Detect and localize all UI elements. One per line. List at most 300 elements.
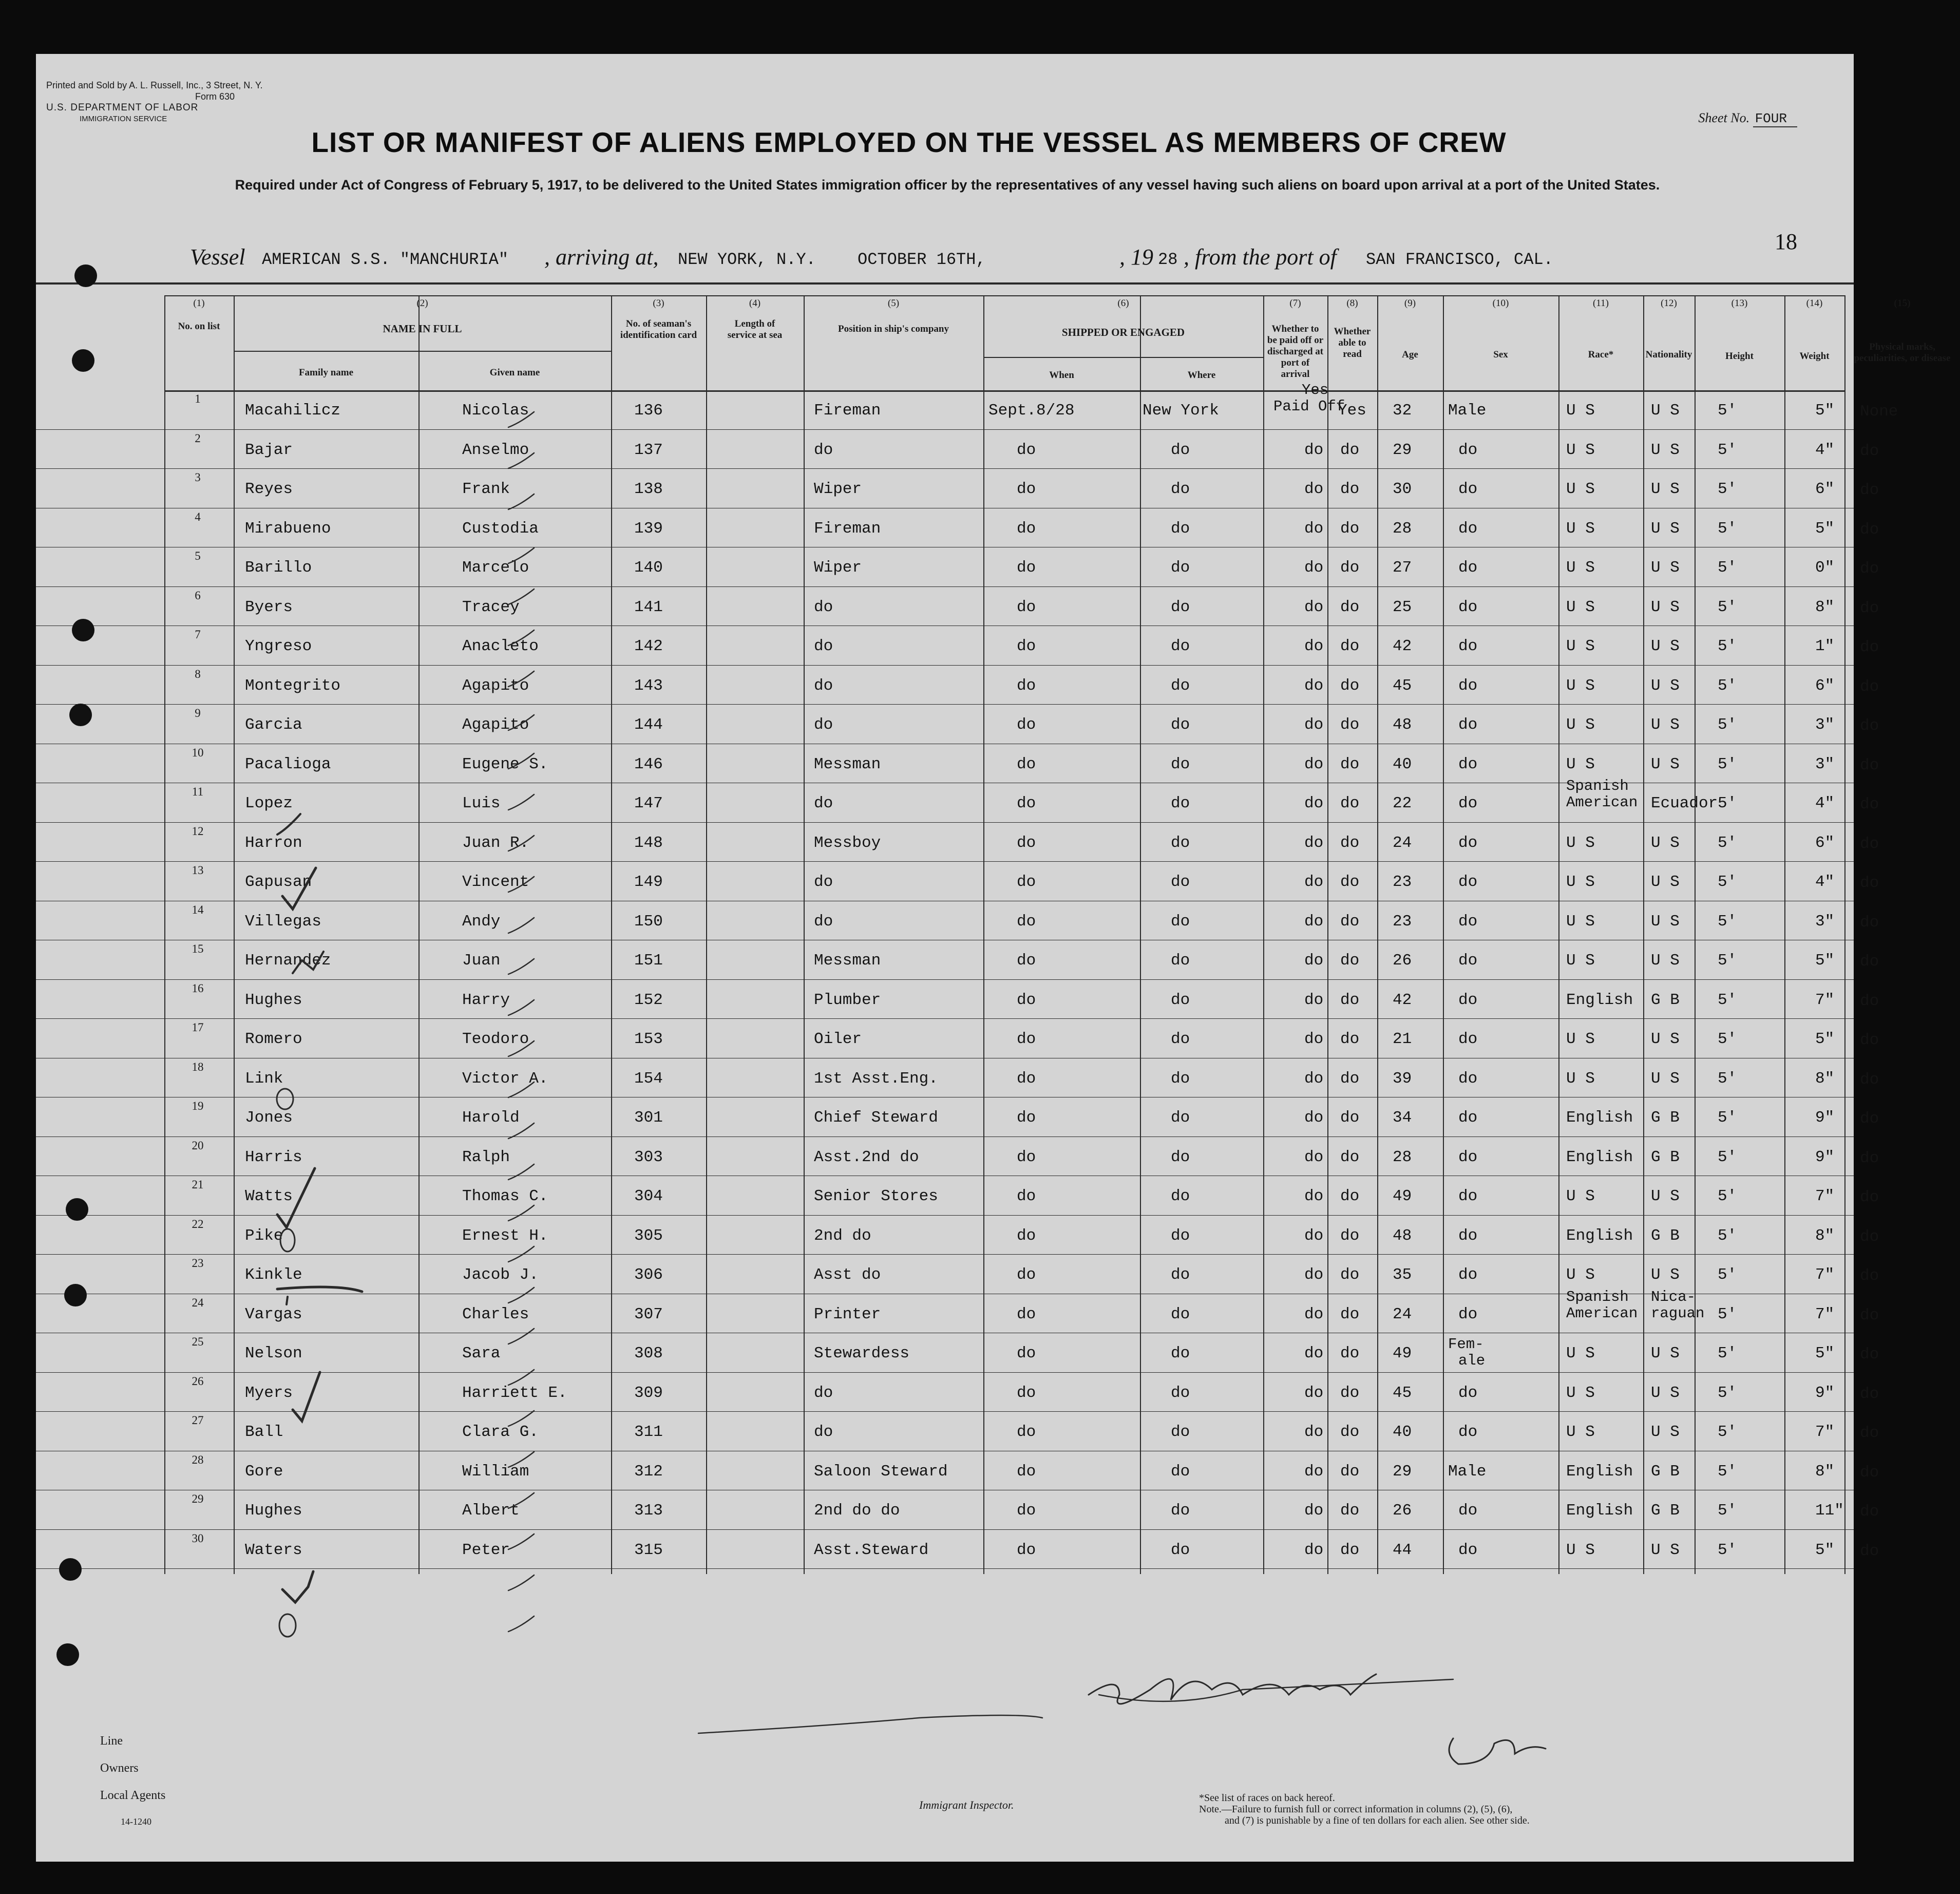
position: Asst.2nd do [814, 1148, 919, 1166]
family-name: Bajar [245, 441, 293, 459]
row-number: 23 [192, 1257, 204, 1270]
sex: do [1458, 1305, 1478, 1323]
row-number: 17 [192, 1021, 204, 1034]
race-footnote: *See list of races on back hereof. [1199, 1792, 1335, 1804]
age: 45 [1393, 676, 1412, 695]
tally-mark [508, 877, 534, 892]
form-number: Form 630 [195, 91, 235, 102]
id-card-number: 136 [634, 402, 663, 420]
able-to-read: do [1340, 952, 1360, 970]
vessel-label: Vessel [190, 244, 245, 270]
physical-marks: do [1860, 560, 1879, 578]
weight: 5" [1815, 1030, 1835, 1048]
paid-off: do [1304, 1226, 1324, 1245]
race: U S [1566, 1069, 1595, 1088]
position: Messman [814, 952, 881, 970]
column-header: (8) [1346, 298, 1358, 309]
weight: 7" [1815, 1305, 1835, 1323]
physical-marks: do [1860, 677, 1879, 696]
circle-mark [280, 1229, 295, 1252]
sheet-number-label: Sheet No. [1698, 110, 1750, 125]
age: 25 [1393, 598, 1412, 616]
family-name: Harron [245, 834, 302, 852]
given-name: Agapito [462, 676, 529, 695]
handwritten-marks [36, 54, 1854, 1862]
nationality: G B [1651, 1462, 1680, 1481]
nationality: U S [1651, 1541, 1680, 1559]
position: do [814, 912, 833, 931]
race: English [1566, 1462, 1633, 1481]
paid-off: do [1304, 1344, 1324, 1362]
position: 2nd do do [814, 1502, 900, 1520]
shipped-when: do [1017, 1384, 1036, 1402]
column-header: Age [1402, 349, 1418, 360]
shipped-when: do [1017, 991, 1036, 1009]
given-name: Custodia [462, 519, 539, 538]
form-code: 14-1240 [121, 1816, 151, 1827]
race: U S [1566, 676, 1595, 695]
tally-mark [508, 794, 534, 810]
tally-mark [508, 1000, 534, 1015]
column-header: (14) [1806, 298, 1823, 309]
race: U S [1566, 519, 1595, 538]
able-to-read: do [1340, 1423, 1360, 1441]
weight: 11" [1815, 1502, 1844, 1520]
column-header: Whether able to read [1334, 326, 1371, 359]
age: 40 [1393, 755, 1412, 773]
id-card-number: 138 [634, 480, 663, 498]
nationality: U S [1651, 1384, 1680, 1402]
family-name: Romero [245, 1030, 302, 1048]
check-mark [282, 1571, 313, 1602]
position: Asst do [814, 1266, 881, 1284]
nationality: U S [1651, 598, 1680, 616]
row-number: 1 [195, 392, 201, 405]
binder-hole [66, 1198, 88, 1221]
nationality: G B [1651, 1502, 1680, 1520]
weight: 0" [1815, 559, 1835, 577]
weight: 7" [1815, 991, 1835, 1009]
id-card-number: 309 [634, 1384, 663, 1402]
age: 21 [1393, 1030, 1412, 1048]
column-header: (3) [653, 298, 664, 309]
family-name: Kinkle [245, 1266, 302, 1284]
age: 32 [1393, 402, 1412, 420]
family-name: Vargas [245, 1305, 302, 1323]
age: 49 [1393, 1344, 1412, 1362]
age: 28 [1393, 519, 1412, 538]
id-card-number: 141 [634, 598, 663, 616]
position: Senior Stores [814, 1187, 938, 1205]
age: 29 [1393, 1462, 1412, 1481]
height: 5' [1718, 991, 1737, 1009]
paid-off: do [1304, 716, 1324, 734]
shipped-when: do [1017, 755, 1036, 773]
race: American [1566, 1304, 1638, 1322]
shipped-where: do [1171, 834, 1190, 852]
physical-marks: do [1860, 874, 1879, 892]
age: 23 [1393, 873, 1412, 891]
height: 5' [1718, 1069, 1737, 1088]
binder-hole [56, 1643, 79, 1666]
given-name: Victor A. [462, 1069, 548, 1088]
physical-marks: do [1860, 1346, 1879, 1363]
column-header: Whether to be paid off or discharged at port of arrival [1267, 324, 1324, 380]
position: Chief Steward [814, 1109, 938, 1127]
age: 24 [1393, 1305, 1412, 1323]
position: do [814, 441, 833, 459]
given-name: Anselmo [462, 441, 529, 459]
shipped-when: do [1017, 912, 1036, 931]
height: 5' [1718, 1226, 1737, 1245]
check-mark [293, 1372, 320, 1421]
able-to-read: do [1340, 637, 1360, 655]
department-name: U.S. DEPARTMENT OF LABOR [46, 102, 199, 113]
given-name: Juan R. [462, 834, 529, 852]
column-header: Length of service at sea [727, 318, 783, 340]
nationality: Nica- [1651, 1288, 1696, 1305]
paid-off: do [1304, 1305, 1324, 1323]
family-name: Ball [245, 1423, 283, 1441]
height: 5' [1718, 1344, 1737, 1362]
age: 39 [1393, 1069, 1412, 1088]
id-card-number: 150 [634, 912, 663, 931]
page-subtitle: Required under Act of Congress of February 5, 1917, to be delivered to the United States immigration officer by the representatives of any vessel having such aliens on board upon arrival at a port of the United States. [235, 177, 1660, 193]
sex: do [1458, 912, 1478, 931]
id-card-number: 147 [634, 794, 663, 812]
binder-hole [69, 704, 92, 726]
position: do [814, 1423, 833, 1441]
physical-marks: do [1860, 1463, 1879, 1482]
from-port: SAN FRANCISCO, CAL. [1366, 250, 1553, 269]
column-header: (15) [1894, 298, 1911, 309]
nationality: G B [1651, 991, 1680, 1009]
race: U S [1566, 755, 1595, 773]
paid-off: do [1304, 952, 1324, 970]
family-name: Hughes [245, 1502, 302, 1520]
nationality: U S [1651, 402, 1680, 420]
position: do [814, 598, 833, 616]
family-name: Hernandez [245, 952, 331, 970]
tally-mark [508, 836, 534, 851]
shipped-when: do [1017, 1148, 1036, 1166]
weight: 6" [1815, 676, 1835, 695]
physical-marks: do [1860, 481, 1879, 499]
given-name: Tracey [462, 598, 520, 616]
able-to-read: do [1340, 1541, 1360, 1559]
shipped-where: do [1171, 1030, 1190, 1048]
tally-mark [508, 630, 534, 646]
id-card-number: 146 [634, 755, 663, 773]
tally-mark [508, 1041, 534, 1056]
weight: 5" [1815, 519, 1835, 538]
shipped-where: do [1171, 1069, 1190, 1088]
able-to-read: do [1340, 1030, 1360, 1048]
family-name: Garcia [245, 716, 302, 734]
position: Oiler [814, 1030, 862, 1048]
check-mark [287, 1297, 288, 1304]
race: U S [1566, 637, 1595, 655]
height: 5' [1718, 559, 1737, 577]
family-name: Nelson [245, 1344, 302, 1362]
line-label: Line [100, 1734, 123, 1748]
position: do [814, 676, 833, 695]
id-card-number: 137 [634, 441, 663, 459]
shipped-when: do [1017, 441, 1036, 459]
nationality: U S [1651, 952, 1680, 970]
shipped-when: do [1017, 1030, 1036, 1048]
position: Messboy [814, 834, 881, 852]
binder-hole [59, 1558, 82, 1581]
sex: do [1458, 559, 1478, 577]
able-to-read: do [1340, 1344, 1360, 1362]
physical-marks: do [1860, 717, 1879, 735]
shipped-where: New York [1143, 402, 1219, 420]
shipped-where: do [1171, 1344, 1190, 1362]
page-title: LIST OR MANIFEST OF ALIENS EMPLOYED ON THE VESSEL AS MEMBERS OF CREW [311, 126, 1507, 158]
sex: do [1458, 1541, 1478, 1559]
weight: 8" [1815, 1462, 1835, 1481]
row-number: 12 [192, 824, 204, 838]
binder-hole [72, 619, 94, 641]
able-to-read: do [1340, 991, 1360, 1009]
given-name: Nicolas [462, 402, 529, 420]
sex: Male [1448, 402, 1487, 420]
sheet-number-value: FOUR [1753, 111, 1797, 127]
tally-mark [508, 548, 534, 563]
physical-marks: do [1860, 756, 1879, 774]
shipped-when: do [1017, 873, 1036, 891]
tally-mark [508, 1370, 534, 1385]
arrival-date: OCTOBER 16TH, [858, 250, 986, 269]
column-header: Sex [1493, 349, 1508, 360]
position: do [814, 794, 833, 812]
age: 26 [1393, 952, 1412, 970]
sex: do [1458, 1109, 1478, 1127]
shipped-when: do [1017, 834, 1036, 852]
column-header: Where [1187, 370, 1216, 381]
height: 5' [1718, 873, 1737, 891]
sex: do [1458, 794, 1478, 812]
age: 26 [1393, 1502, 1412, 1520]
weight: 6" [1815, 834, 1835, 852]
age: 44 [1393, 1541, 1412, 1559]
id-card-number: 143 [634, 676, 663, 695]
physical-marks: do [1860, 992, 1879, 1010]
sex: do [1458, 1030, 1478, 1048]
family-name: Villegas [245, 912, 321, 931]
paid-off: Paid Off [1273, 398, 1345, 415]
nationality: U S [1651, 519, 1680, 538]
physical-marks: do [1860, 1227, 1879, 1246]
year-suffix: 28 [1158, 250, 1178, 269]
sex: do [1458, 1226, 1478, 1245]
id-card-number: 153 [634, 1030, 663, 1048]
row-number: 21 [192, 1178, 204, 1191]
weight: 5" [1815, 1344, 1835, 1362]
shipped-where: do [1171, 755, 1190, 773]
paid-off: do [1304, 480, 1324, 498]
given-name: Ralph [462, 1148, 510, 1166]
age: 42 [1393, 637, 1412, 655]
able-to-read: do [1340, 794, 1360, 812]
paid-off: do [1304, 1502, 1324, 1520]
column-header: (13) [1731, 298, 1748, 309]
paid-off: do [1304, 1148, 1324, 1166]
nationality: U S [1651, 755, 1680, 773]
age: 27 [1393, 559, 1412, 577]
paid-off: do [1304, 676, 1324, 695]
id-card-number: 144 [634, 716, 663, 734]
shipped-when: Sept.8/28 [988, 402, 1075, 420]
paid-off: do [1304, 912, 1324, 931]
column-header: (4) [749, 298, 761, 309]
paid-off: do [1304, 1266, 1324, 1284]
row-number: 8 [195, 667, 201, 680]
nationality: U S [1651, 1266, 1680, 1284]
height: 5' [1718, 1266, 1737, 1284]
nationality: U S [1651, 1423, 1680, 1441]
tally-mark [508, 671, 534, 687]
given-name: Albert [462, 1502, 520, 1520]
shipped-where: do [1171, 1148, 1190, 1166]
position: do [814, 716, 833, 734]
sex: ale [1458, 1352, 1486, 1369]
sex: Male [1448, 1462, 1487, 1481]
able-to-read: do [1340, 755, 1360, 773]
row-number: 26 [192, 1374, 204, 1388]
age: 48 [1393, 1226, 1412, 1245]
nationality: Ecuador [1651, 794, 1718, 812]
able-to-read: do [1340, 1266, 1360, 1284]
physical-marks: do [1860, 953, 1879, 971]
row-number: 28 [192, 1453, 204, 1466]
column-header: Physical marks, peculiarities, or disease [1854, 342, 1951, 364]
height: 5' [1718, 1502, 1737, 1520]
nationality: U S [1651, 1344, 1680, 1362]
shipped-where: do [1171, 480, 1190, 498]
shipped-when: do [1017, 1305, 1036, 1323]
race: U S [1566, 1266, 1595, 1284]
sex: do [1458, 441, 1478, 459]
weight: 7" [1815, 1187, 1835, 1205]
row-number: 4 [195, 510, 201, 523]
height: 5' [1718, 1305, 1737, 1323]
physical-marks: do [1860, 1542, 1879, 1560]
weight: 5" [1815, 402, 1835, 420]
row-number: 3 [195, 471, 201, 484]
tally-mark [508, 1411, 534, 1426]
sex: do [1458, 519, 1478, 538]
family-name: Yngreso [245, 637, 312, 655]
family-name: Waters [245, 1541, 302, 1559]
race: U S [1566, 952, 1595, 970]
sex: do [1458, 676, 1478, 695]
shipped-when: do [1017, 598, 1036, 616]
id-card-number: 303 [634, 1148, 663, 1166]
id-card-number: 307 [634, 1305, 663, 1323]
position: Asst.Steward [814, 1541, 929, 1559]
able-to-read: do [1340, 441, 1360, 459]
race: American [1566, 794, 1638, 811]
position: Stewardess [814, 1344, 910, 1362]
age: 24 [1393, 834, 1412, 852]
physical-marks: do [1860, 520, 1879, 539]
weight: 3" [1815, 755, 1835, 773]
race: U S [1566, 441, 1595, 459]
nationality: U S [1651, 1030, 1680, 1048]
row-number: 14 [192, 903, 204, 916]
position: 2nd do [814, 1226, 871, 1245]
able-to-read: do [1340, 676, 1360, 695]
id-card-number: 151 [634, 952, 663, 970]
weight: 5" [1815, 952, 1835, 970]
shipped-where: do [1171, 1423, 1190, 1441]
row-number: 16 [192, 981, 204, 995]
penalty-note-line2: and (7) is punishable by a fine of ten dollars for each alien. See other side. [1225, 1815, 1530, 1826]
family-name: Link [245, 1069, 283, 1088]
weight: 4" [1815, 441, 1835, 459]
sex: do [1458, 1187, 1478, 1205]
service-name: IMMIGRATION SERVICE [80, 115, 167, 123]
physical-marks: do [1860, 1149, 1879, 1167]
strike-line [698, 1715, 1042, 1733]
family-name: Pacalioga [245, 755, 331, 773]
tally-mark [508, 1575, 534, 1590]
binder-hole [72, 349, 94, 372]
shipped-where: do [1171, 794, 1190, 812]
height: 5' [1718, 716, 1737, 734]
weight: 8" [1815, 1226, 1835, 1245]
row-number: 27 [192, 1414, 204, 1427]
family-name: Mirabueno [245, 519, 331, 538]
nationality: U S [1651, 834, 1680, 852]
tally-mark [508, 1287, 534, 1303]
weight: 9" [1815, 1148, 1835, 1166]
given-name: Jacob J. [462, 1266, 539, 1284]
physical-marks: do [1860, 1188, 1879, 1206]
height: 5' [1718, 1187, 1737, 1205]
shipped-where: do [1171, 991, 1190, 1009]
column-header: NAME IN FULL [383, 323, 462, 335]
position: Messman [814, 755, 881, 773]
shipped-where: do [1171, 952, 1190, 970]
shipped-when: do [1017, 637, 1036, 655]
able-to-read: do [1340, 519, 1360, 538]
race: U S [1566, 559, 1595, 577]
row-number: 5 [195, 550, 201, 562]
age: 48 [1393, 716, 1412, 734]
id-card-number: 313 [634, 1502, 663, 1520]
shipped-where: do [1171, 519, 1190, 538]
physical-marks: do [1860, 1070, 1879, 1089]
row-number: 15 [192, 942, 204, 955]
shipped-when: do [1017, 1344, 1036, 1362]
weight: 8" [1815, 598, 1835, 616]
physical-marks: do [1860, 913, 1879, 932]
race: U S [1566, 402, 1595, 420]
sex: do [1458, 716, 1478, 734]
binder-hole [64, 1284, 87, 1306]
weight: 3" [1815, 716, 1835, 734]
height: 5' [1718, 676, 1737, 695]
row-number: 22 [192, 1217, 204, 1230]
age: 35 [1393, 1266, 1412, 1284]
able-to-read: do [1340, 598, 1360, 616]
shipped-where: do [1171, 1109, 1190, 1127]
shipped-when: do [1017, 1423, 1036, 1441]
id-card-number: 312 [634, 1462, 663, 1481]
